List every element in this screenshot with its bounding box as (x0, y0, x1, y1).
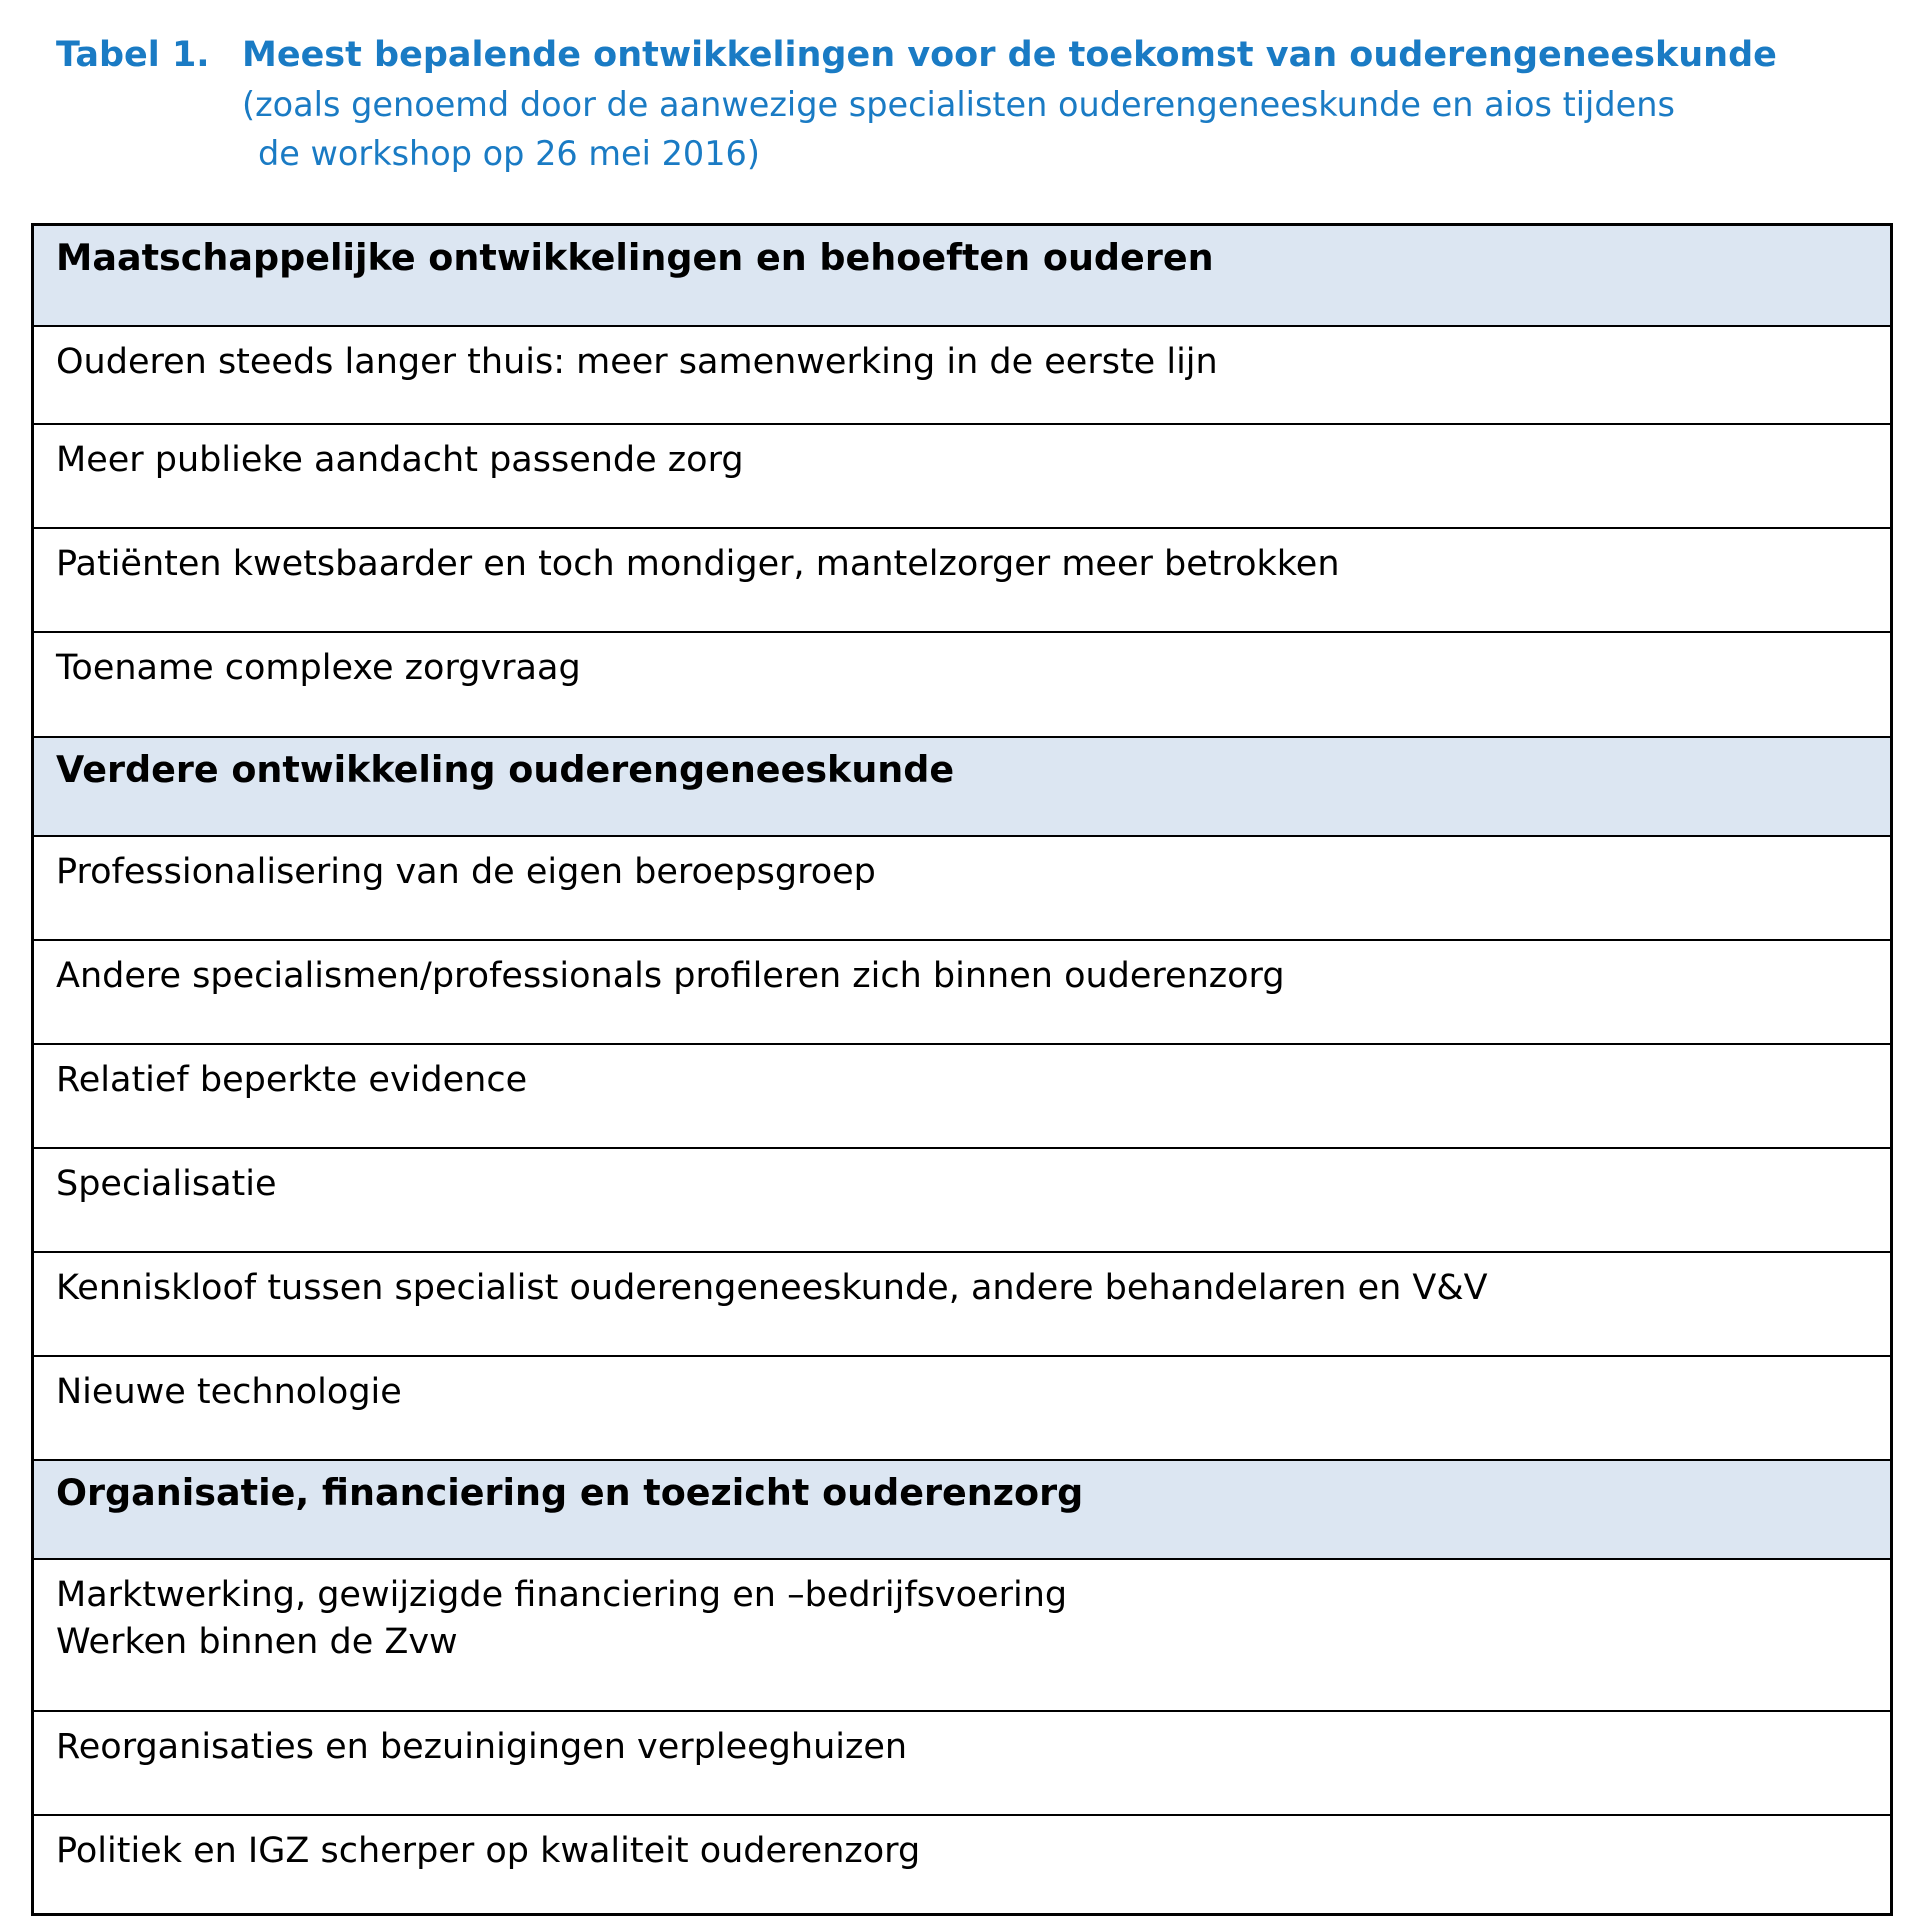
row-text: Werken binnen de Zvw (56, 1622, 458, 1662)
row-text: Professionalisering van de eigen beroepsgroep (56, 852, 876, 892)
table-row (34, 1355, 1890, 1459)
table-row (34, 939, 1890, 1043)
row-text: Nieuwe technologie (56, 1372, 402, 1412)
developments-table (31, 223, 1893, 1916)
caption-subtitle (242, 80, 1886, 178)
row-text: Andere specialismen/professionals profileren zich binnen ouderenzorg (56, 956, 1285, 996)
section-heading: Verdere ontwikkeling ouderengeneeskunde (34, 736, 1890, 835)
row-text: Toename complexe zorgvraag (56, 648, 581, 688)
row-text: Marktwerking, gewijzigde financiering en –bedrijfsvoering (56, 1575, 1068, 1615)
caption-title: Meest bepalende ontwikkelingen voor de toekomst van ouderengeneeskunde (242, 35, 1777, 75)
table-row (34, 1251, 1890, 1355)
table-row (34, 1147, 1890, 1251)
row-text: Patiënten kwetsbaarder en toch mondiger, mantelzorger meer betrokken (56, 544, 1340, 584)
row-text: Meer publieke aandacht passende zorg (56, 440, 744, 480)
table-row (34, 423, 1890, 527)
table-row (34, 1558, 1890, 1710)
table-row (34, 631, 1890, 736)
row-text: Reorganisaties en bezuinigingen verpleeghuizen (56, 1727, 908, 1767)
caption-title-line (56, 30, 1886, 80)
row-text: Specialisatie (56, 1164, 277, 1204)
row-text: Relatief beperkte evidence (56, 1060, 528, 1100)
row-text: Ouderen steeds langer thuis: meer samenwerking in de eerste lijn (56, 342, 1218, 382)
table-caption (56, 30, 1886, 178)
row-text: Politiek en IGZ scherper op kwaliteit ouderenzorg (56, 1831, 921, 1871)
caption-subtitle-line-1: (zoals genoemd door de aanwezige specialisten ouderengeneeskunde en aios tijdens (242, 85, 1675, 124)
caption-subtitle-line-2: de workshop op 26 mei 2016) (258, 134, 760, 173)
section-heading: Organisatie, financiering en toezicht ouderenzorg (34, 1459, 1890, 1558)
caption-label: Tabel 1. (56, 35, 210, 75)
table-row (34, 835, 1890, 939)
section-heading: Maatschappelijke ontwikkelingen en behoeften ouderen (34, 226, 1890, 325)
table-row (34, 527, 1890, 631)
table-row (34, 1710, 1890, 1814)
table-row (34, 1814, 1890, 1913)
table-row (34, 1043, 1890, 1147)
row-text: Kenniskloof tussen specialist ouderengeneeskunde, andere behandelaren en V&V (56, 1268, 1488, 1308)
table-row (34, 325, 1890, 423)
